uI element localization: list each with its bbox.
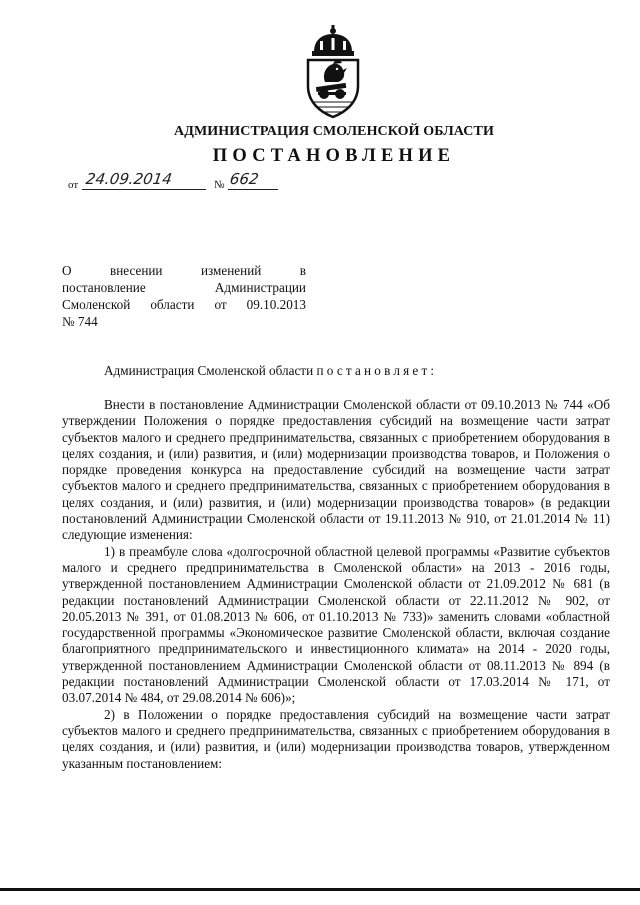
date-from-label: от bbox=[68, 179, 79, 191]
body-paragraph: 1) в преамбуле слова «долгосрочной областной целевой программы «Развитие субъектов малого и среднего предпринимательства в Смоленской области» на 2013 - 2016 годы, утвержденной постановлением Администрации Смоленской области от 21.09.2012 № 681 (в редакции постановлений Администрации Смоленской области от 22.11.2012 № 902, от 20.05.2013 № 391, от 01.08.2013 № 606, от 01.10.2013 № 733)» заменить словами «областной государственной программы «Экономическое развитие Смоленской области, включая создание благоприятного предпринимательского и инвестиционного климата» на 2014 - 2020 годы, утвержденной постановлением Администрации Смоленской области от 08.11.2013 № 894 (в редакции постановлений Администрации Смоленской области от 17.03.2014 № 171, от 03.07.2014 № 484, от 29.08.2014 № 606)»; bbox=[62, 543, 610, 706]
document-type-heading: ПОСТАНОВЛЕНИЕ bbox=[212, 146, 456, 166]
handwritten-number: 662 bbox=[228, 170, 260, 188]
preamble-text: Администрация Смоленской области bbox=[104, 363, 314, 378]
subject-line: О внесении изменений в bbox=[62, 263, 306, 278]
organization-title: АДМИНИСТРАЦИЯ СМОЛЕНСКОЙ ОБЛАСТИ bbox=[174, 124, 494, 139]
preamble bbox=[104, 363, 437, 379]
date-underline bbox=[82, 189, 206, 190]
number-underline bbox=[228, 189, 278, 190]
subject-block bbox=[62, 262, 306, 330]
subject-line: № 744 bbox=[62, 314, 98, 329]
subject-line: постановление Администрации bbox=[62, 280, 306, 295]
body-paragraph: Внести в постановление Администрации Смоленской области от 09.10.2013 № 744 «Об утверждении Положения о порядке предоставления субсидий на возмещение части затрат субъектов малого и среднего предпринимательства, связанных с приобретением оборудования в целях создания, и (или) развития, и (или) модернизации производства товаров, и Положения о порядке проведения конкурса на предоставление субсидий на возмещение части затрат субъектов малого и среднего предпринимательства, связанных с приобретением оборудования в целях создания, и (или) развития, и (или) модернизации производства товаров» (в редакции постановлений Администрации Смоленской области от 19.11.2013 № 910, от 21.01.2014 № 11) следующие изменения: bbox=[62, 397, 610, 543]
bottom-scan-edge bbox=[0, 888, 640, 891]
body-paragraph: 2) в Положении о порядке предоставления субсидий на возмещение части затрат субъектов малого и среднего предпринимательства, связанных с приобретением оборудования в целях создания, и (или) развития, и (или) модернизации производства товаров, утвержденном указанным постановлением: bbox=[62, 706, 610, 771]
date-number-line bbox=[68, 170, 288, 192]
handwritten-date: 24.09.2014 bbox=[84, 170, 174, 188]
document-body bbox=[62, 397, 610, 772]
subject-line: Смоленской области от 09.10.2013 bbox=[62, 297, 306, 312]
preamble-verb: постановляет: bbox=[316, 363, 438, 378]
coat-of-arms-emblem bbox=[300, 22, 366, 120]
number-label: № bbox=[214, 179, 225, 191]
